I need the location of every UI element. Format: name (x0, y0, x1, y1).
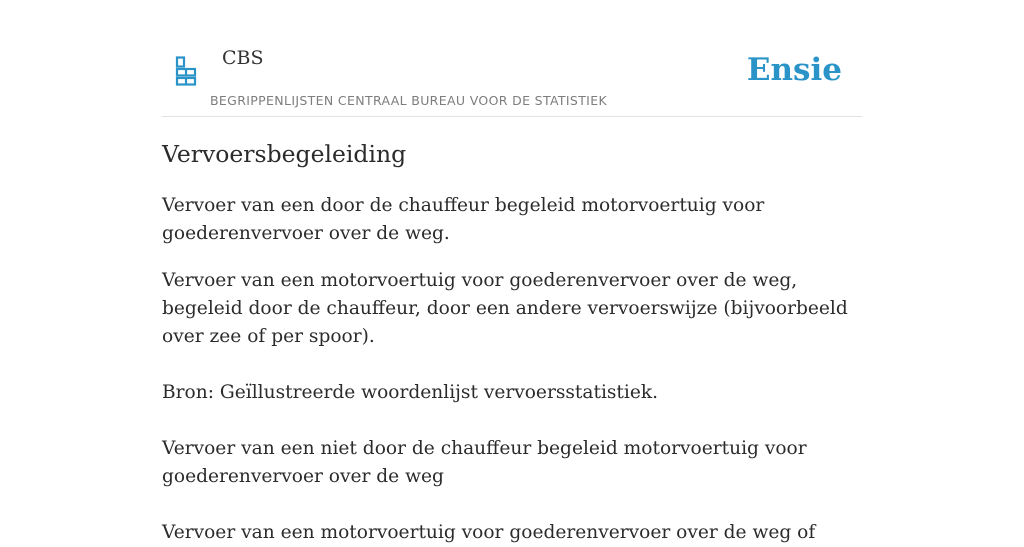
paragraph-spacer (162, 491, 874, 519)
definition-paragraph: Vervoer van een door de chauffeur begeleid motorvoertuig voor goederenvervoer over de weg. (162, 195, 765, 244)
definition-paragraph: Vervoer van een motorvoertuig voor goederenvervoer over de weg, begeleid door de chauffeur, door een andere vervoerswijze (bijvoorbeeld over zee of per spoor). (162, 270, 848, 347)
site-name[interactable]: CBS (222, 47, 264, 69)
site-subtitle: BEGRIPPENLIJSTEN CENTRAAL BUREAU VOOR DE STATISTIEK (210, 93, 608, 108)
source-line: Bron: Geïllustreerde woordenlijst vervoersstatistiek. (162, 382, 659, 403)
definition-content (162, 192, 874, 547)
term-title: Vervoersbegeleiding (162, 140, 407, 168)
site-header (162, 0, 862, 117)
page (162, 0, 862, 543)
ensie-brand-link[interactable]: Ensie (746, 52, 842, 88)
paragraph-spacer (162, 407, 874, 435)
cbs-logo-icon[interactable] (175, 56, 197, 86)
definition-paragraph: Vervoer van een niet door de chauffeur begeleid motorvoertuig voor goederenvervoer over de weg (162, 438, 807, 487)
definition-paragraph: Vervoer van een motorvoertuig voor goederenvervoer over de weg of (162, 522, 816, 543)
paragraph-spacer (162, 351, 874, 379)
